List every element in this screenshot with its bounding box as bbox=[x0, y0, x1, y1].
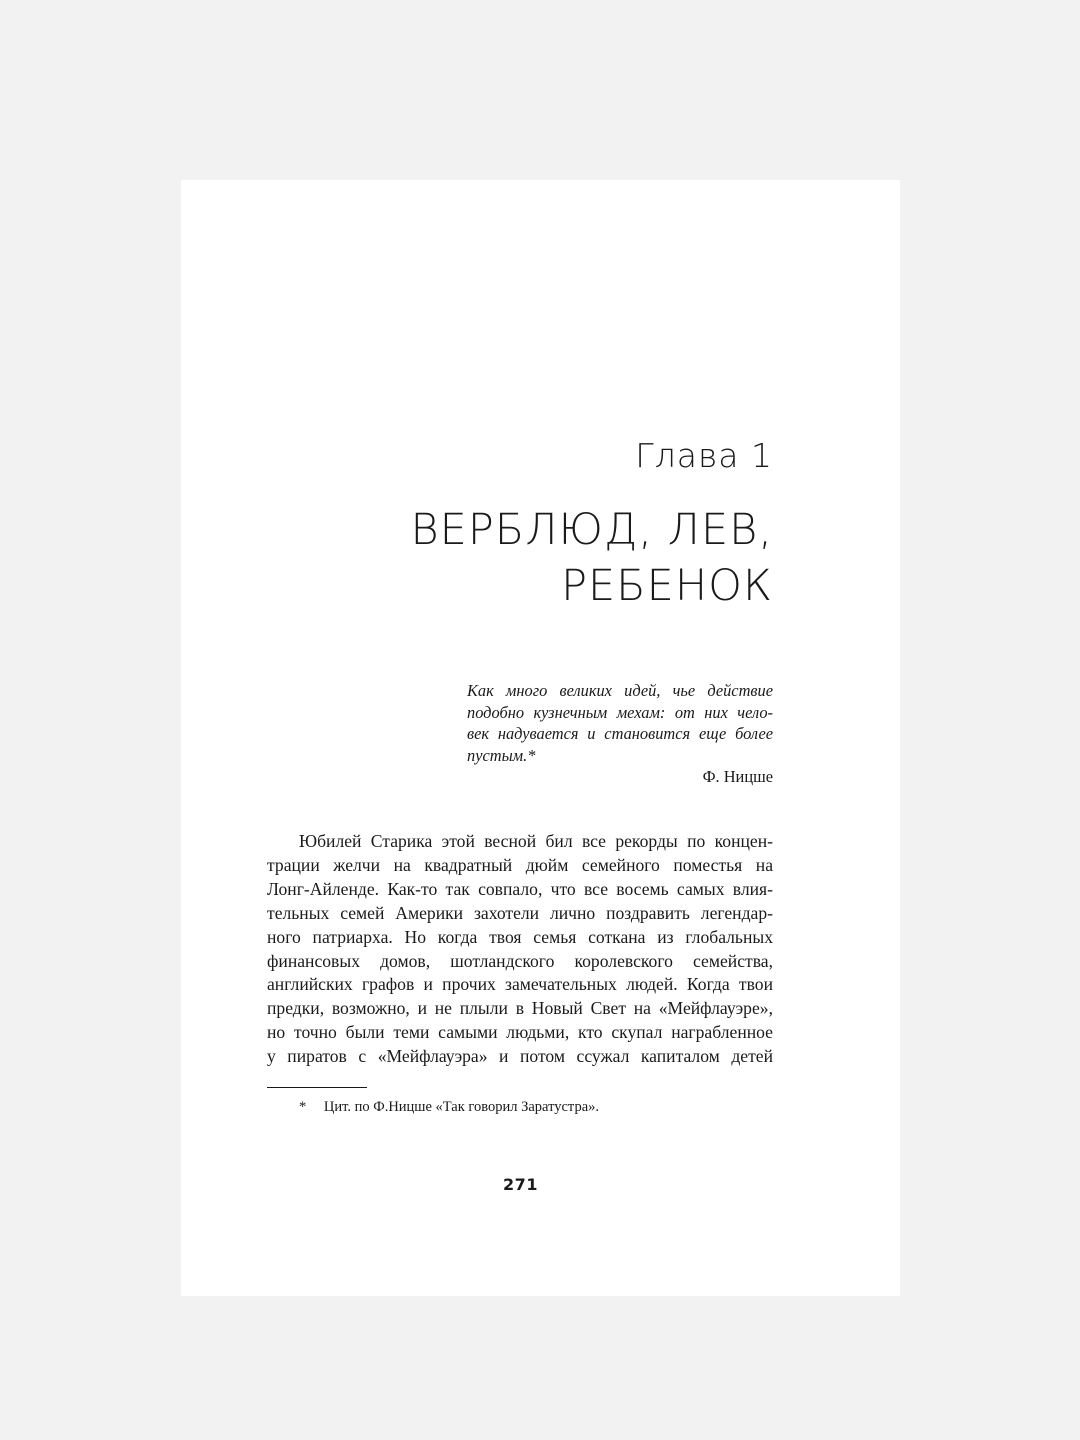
body-line: трации желчи на квадратный дюйм семейного поместья на bbox=[267, 854, 773, 875]
body-line: предки, возможно, и не плыли в Новый Свет на «Мейфлауэре», bbox=[267, 998, 773, 1019]
page-number: 271 bbox=[503, 1175, 538, 1194]
footnote-mark: * bbox=[299, 1099, 307, 1115]
epigraph bbox=[467, 680, 773, 788]
body-line: тельных семей Америки захотели лично поздравить легендар- bbox=[267, 902, 773, 923]
footnote-text: Цит. по Ф.Ницше «Так говорил Заратустра». bbox=[323, 1099, 600, 1115]
epigraph-line: подобно кузнечным мехам: от них чело- bbox=[467, 702, 773, 722]
body-line: Юбилей Старика этой весной бил все рекорды по концен- bbox=[299, 831, 773, 851]
epigraph-line: пустым.* bbox=[467, 745, 536, 765]
chapter-label: Глава 1 bbox=[635, 436, 773, 475]
epigraph-line: Как много великих идей, чье действие bbox=[467, 681, 773, 700]
chapter-title-line: РЕБЕНОК bbox=[561, 561, 773, 611]
epigraph-text bbox=[467, 680, 773, 766]
body-line: Лонг-Айленде. Как-то так совпало, что все восемь самых влия- bbox=[267, 878, 773, 899]
chapter-title bbox=[411, 502, 773, 614]
book-page bbox=[181, 180, 900, 1296]
epigraph-author: Ф. Ницше bbox=[702, 767, 773, 786]
footnote bbox=[299, 1099, 599, 1116]
epigraph-line: век надувается и становится еще более bbox=[467, 724, 773, 743]
body-line: но точно были теми самыми людьми, кто скупал награбленное bbox=[267, 1022, 773, 1043]
body-line: финансовых домов, шотландского королевского семейства, bbox=[267, 950, 773, 971]
chapter-title-line: ВЕРБЛЮД, ЛЕВ, bbox=[410, 505, 773, 555]
body-line: ного патриарха. Но когда твоя семья соткана из глобальных bbox=[267, 926, 773, 947]
footnote-divider bbox=[267, 1087, 367, 1088]
body-line: английских графов и прочих замечательных людей. Когда твои bbox=[267, 974, 773, 995]
body-paragraph bbox=[267, 830, 773, 1069]
body-line: у пиратов с «Мейфлауэра» и потом ссужал капиталом детей bbox=[267, 1046, 773, 1067]
